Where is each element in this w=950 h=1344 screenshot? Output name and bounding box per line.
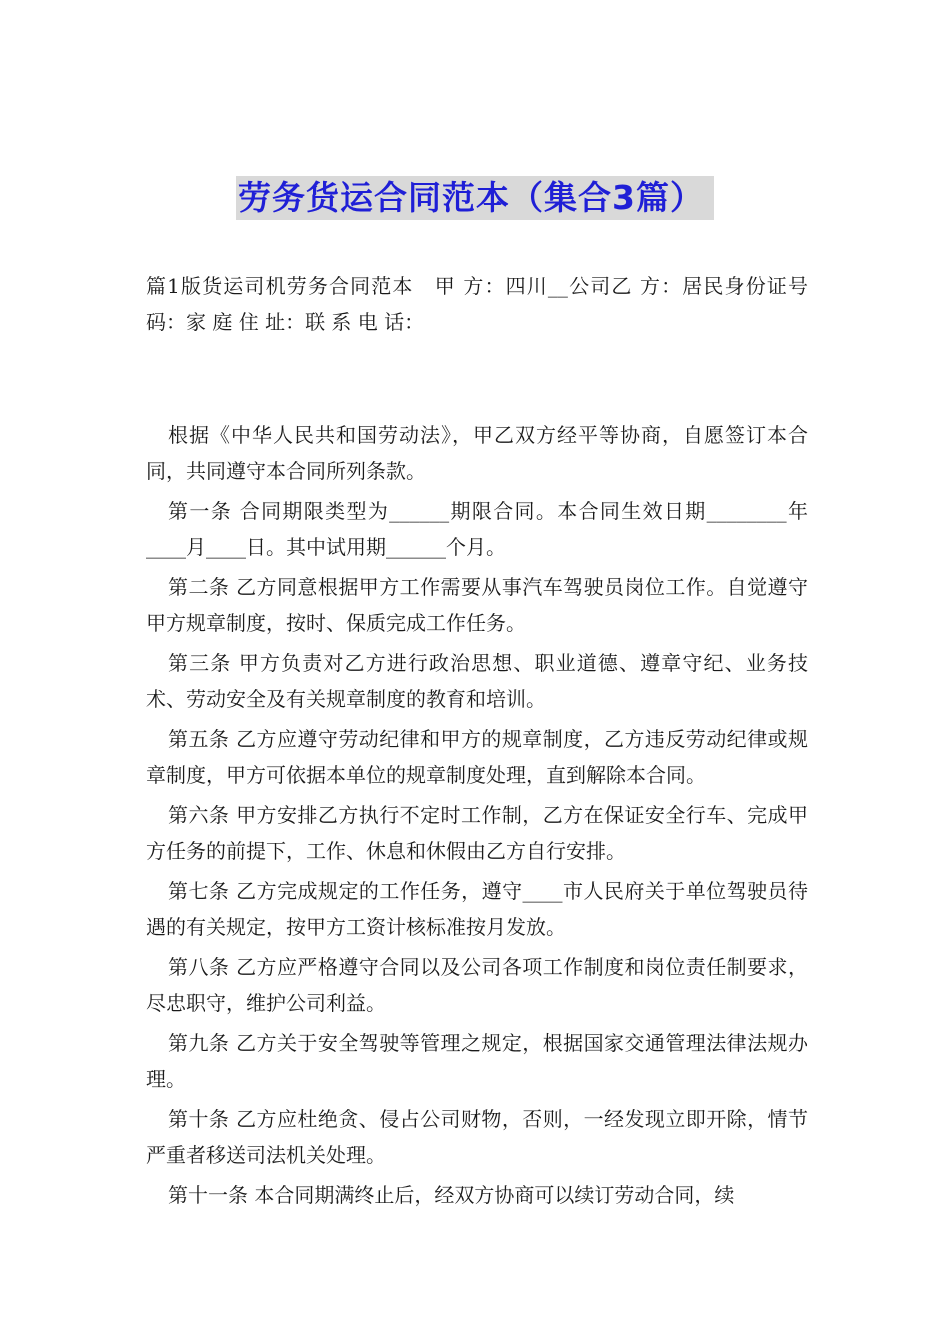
paragraph-article-11: 第十一条 本合同期满终止后，经双方协商可以续订劳动合同，续 bbox=[168, 1183, 735, 1207]
document-title: 劳务货运合同范本（集合3篇） bbox=[236, 176, 714, 220]
paragraph-article-8: 第八条 乙方应严格遵守合同以及公司各项工作制度和岗位责任制要求，尽忠职守，维护公司利益。 bbox=[146, 955, 808, 1015]
paragraph-article-5: 第五条 乙方应遵守劳动纪律和甲方的规章制度，乙方违反劳动纪律或规章制度，甲方可依据本单位的规章制度处理，直到解除本合同。 bbox=[146, 727, 808, 787]
paragraph-article-2: 第二条 乙方同意根据甲方工作需要从事汽车驾驶员岗位工作。自觉遵守甲方规章制度，按时、保质完成工作任务。 bbox=[146, 575, 808, 635]
paragraph-article-6: 第六条 甲方安排乙方执行不定时工作制，乙方在保证安全行车、完成甲方任务的前提下，工作、休息和休假由乙方自行安排。 bbox=[146, 803, 808, 863]
document-body bbox=[146, 417, 808, 1217]
intro-paragraph: 篇1版货运司机劳务合同范本 甲 方：四川__公司乙 方：居民身份证号码：家 庭 住 址：联 系 电 话： bbox=[146, 274, 808, 334]
paragraph-preamble: 根据《中华人民共和国劳动法》，甲乙双方经平等协商，自愿签订本合同，共同遵守本合同所列条款。 bbox=[146, 423, 808, 483]
title-container bbox=[0, 176, 950, 220]
paragraph-article-9: 第九条 乙方关于安全驾驶等管理之规定，根据国家交通管理法律法规办理。 bbox=[146, 1031, 808, 1091]
paragraph-article-3: 第三条 甲方负责对乙方进行政治思想、职业道德、遵章守纪、业务技术、劳动安全及有关规章制度的教育和培训。 bbox=[146, 651, 808, 711]
paragraph-article-1: 第一条 合同期限类型为______期限合同。本合同生效日期________年____月____日。其中试用期______个月。 bbox=[146, 499, 808, 559]
paragraph-article-7: 第七条 乙方完成规定的工作任务，遵守____市人民府关于单位驾驶员待遇的有关规定，按甲方工资计核标准按月发放。 bbox=[146, 879, 808, 939]
paragraph-article-10: 第十条 乙方应杜绝贪、侵占公司财物，否则，一经发现立即开除，情节严重者移送司法机关处理。 bbox=[146, 1107, 808, 1167]
